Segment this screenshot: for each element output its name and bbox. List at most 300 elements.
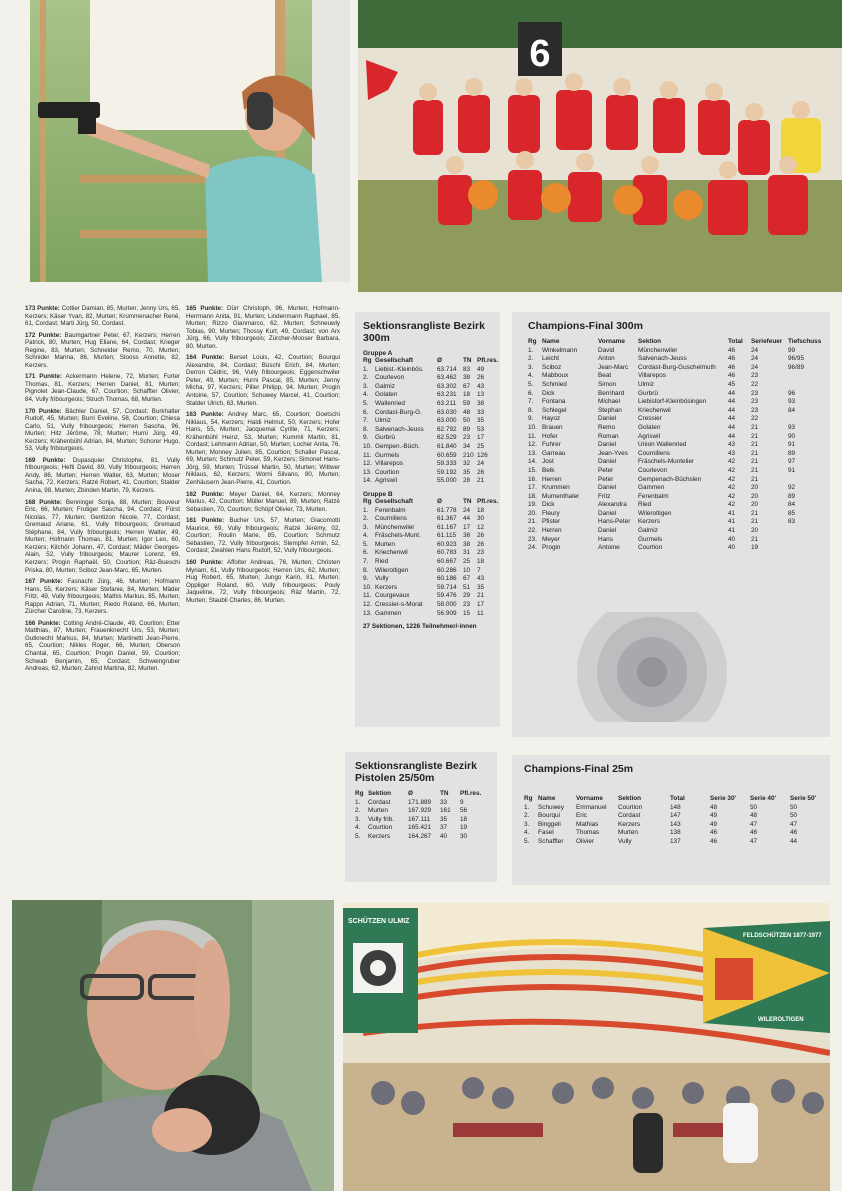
group-b-label: Gruppe B [363,490,393,498]
table-cell: 59 [463,399,471,407]
table-cell: 84 [788,406,796,414]
table-cell: Remo [598,423,616,431]
table-cell: Gammen [375,609,402,617]
table-cell: 20 [751,484,759,492]
table-cell: 23 [463,601,471,609]
table-row [363,460,498,469]
group-b-table [363,498,498,618]
results-paragraph [25,578,180,616]
champions-300m-table [528,338,821,553]
table-cell: Bourqui [538,812,561,820]
table-cell: 41 [728,527,736,535]
table-row [363,469,498,478]
table-row [355,824,481,833]
table-cell: Brauen [542,423,563,431]
table-cell: 46 [790,829,798,837]
pistol-ranking-title-line1: Sektionsrangliste Bezirk [355,760,477,772]
col-rank-header: Rg [363,357,372,364]
table-cell: 1. [363,365,369,373]
table-row [363,549,498,558]
table-cell: 38 [477,399,485,407]
photo-man-portrait-image [12,900,334,1191]
table-cell: 24 [751,346,759,354]
target-graphic [572,612,732,722]
table-row [528,398,821,407]
table-cell: David [598,346,615,354]
table-cell: 63.302 [437,382,457,390]
table-cell: Courtion [375,468,400,476]
photo-man-portrait [12,900,334,1191]
col-club-header: Gesellschaft [375,357,414,364]
table-cell: Hofer [542,432,558,440]
table-cell: 35 [477,583,485,591]
photo-team-group [358,0,842,292]
table-cell: Fasel [538,829,554,837]
table-cell: Gurmels [375,451,400,459]
table-cell: 22 [751,415,759,423]
table-cell: Emmanuel [576,803,607,811]
table-cell: 7. [528,398,534,406]
table-row [528,493,821,502]
results-paragraph [186,517,340,555]
table-cell: 21 [751,535,759,543]
col-name-header: Name [538,795,556,802]
table-cell: Cordast [618,812,641,820]
table-cell: 6. [363,549,369,557]
table-row [363,426,498,435]
table-cell: 21 [751,423,759,431]
score-names: Andrey Marc, 65, Courtion; Goetschi Niklaus, 54, Kerzers; Haldi Helmut, 50, Kerzers; Hofer Hans, 55, Murten; Jacquemai Cyrille, 71, Kerzers; Krähenbühl Heinz, 53, Murten; Kummli Martin, 81, Cordast; Lehmann Adrian, 50, Murten; Locher Anita, 76, Murten; Monney Julien, 85, Courtion; Schaller Pascal, 69, Murten; Schmutz Peter, 59, Kerzers; Simonet Hans-Jörg, 59, Murten; Trüssel Martin, 50, Murten; Wittwer Niklaus, 62, Kerzers; Worni Silvano, 80, Murten; Zenhäusern Jean-Pierre, 41, Courtion. [186,411,340,487]
table-cell: Kriechenwil [375,549,408,557]
table-cell: Dick [542,501,555,509]
table-row [363,366,498,375]
table-cell: 46 [728,346,736,354]
table-cell: Cordast-Burg-Guschelmuth [638,363,716,371]
table-cell: Gempen.-Büch. [375,442,420,450]
col-tn-header: TN [463,357,472,364]
table-cell: 35 [440,815,448,823]
score-names: Meyer Daniel, 64, Kerzers; Monney Marius, 42, Courtion; Müller Manuel, 89, Murten; Ratzé Sébastien, 70, Courtion; Schöpf Olivier, 73, Murten. [186,490,340,513]
table-cell: 20. [528,509,537,517]
table-row [528,347,821,356]
score-heading: 166 Punkte: [25,619,61,627]
table-cell: Golaten [375,391,398,399]
table-cell: 23 [751,406,759,414]
table-row [524,829,816,838]
results-paragraph [186,411,340,486]
table-cell: 13. [363,609,372,617]
pistol-ranking-title-line2: Pistolen 25/50m [355,772,435,784]
table-cell: 18 [477,506,485,514]
table-cell: 41 [728,509,736,517]
table-cell: 12. [363,601,372,609]
table-cell: 23 [751,398,759,406]
table-cell: 23 [751,372,759,380]
table-row [528,484,821,493]
col-avg-header: Ø [437,497,442,505]
table-cell: Ried [638,501,652,509]
table-cell: 14. [363,477,372,485]
table-cell: 20 [751,492,759,500]
col-rank-header: Rg [524,795,533,802]
table-cell: Kerzers [368,832,391,840]
table-row [528,415,821,424]
table-cell: Ferenbalm [638,492,669,500]
table-cell: Fritz [598,492,611,500]
table-row [528,458,821,467]
banner-right-bottom-text: WILEROLTIGEN [758,1017,804,1023]
table-cell: 43 [728,441,736,449]
table-cell: 19 [751,544,759,552]
table-cell: Kerzers [375,583,398,591]
table-cell: 22. [528,527,537,535]
results-paragraph [25,499,180,574]
table-cell: 22 [751,380,759,388]
table-cell [788,372,821,381]
table-cell [788,381,821,390]
table-cell: 60.186 [437,575,457,583]
table-cell: Fräschels-Muntelier [638,458,695,466]
results-paragraph [186,354,340,407]
table-cell: 31 [463,549,471,557]
table-cell: 90 [788,432,796,440]
table-cell: Courtion [368,824,393,832]
table-cell: Cournillens [375,515,407,523]
table-cell: 89 [788,492,796,500]
table-cell: 24 [751,363,759,371]
table-cell: 19 [460,824,468,832]
table-cell: 56 [460,807,468,815]
table-row [524,838,816,847]
table-cell: Peter [598,475,614,483]
table-cell [788,527,821,536]
table-row [363,558,498,567]
score-heading: 170 Punkte: [25,407,62,415]
table-cell: Peter [598,466,614,474]
table-row [528,372,821,381]
table-cell: 3. [363,382,369,390]
col-avg-header: Ø [408,790,413,797]
table-cell: Ulmiz [638,380,654,388]
table-cell: 17. [528,484,537,492]
table-cell [788,415,821,424]
table-cell: 9. [363,575,369,583]
table-row [528,433,821,442]
banner-right-top-text: FELDSCHÜTZEN 1877-1977 [743,933,822,939]
table-cell: 44 [463,515,471,523]
table-cell: 35 [477,417,485,425]
table-cell: 30 [460,832,468,840]
table-cell: 83 [788,518,796,526]
table-cell: 21 [751,466,759,474]
table-cell: 89 [463,425,471,433]
score-heading: 171 Punkte: [25,373,62,381]
results-paragraph [25,620,180,673]
table-cell: 59.714 [437,583,457,591]
table-cell: Gurmels [638,535,663,543]
table-cell: 13. [363,468,372,476]
table-cell: 53 [477,425,485,433]
table-cell: Belk [542,466,555,474]
score-heading: 165 Punkte: [186,305,224,312]
col-section-header: Sektion [368,790,392,797]
table-cell: 60.783 [437,549,457,557]
table-row [363,417,498,426]
table-cell: 3. [363,523,369,531]
table-cell: 50 [750,803,758,811]
table-cell: 97 [788,458,796,466]
table-cell [788,476,821,485]
table-cell: Vully [618,837,632,845]
table-cell: 11. [528,432,537,440]
table-row [363,434,498,443]
score-heading: 161 Punkte: [186,517,225,525]
table-cell: Salvenach-Jeuss [375,425,424,433]
table-cell: 137 [670,837,681,845]
score-names: Ackermann Helene, 72, Murten; Furter Thomas, 81, Kerzers; Herren Daniel, 81, Murten; Pignolet Jean-Claude, 67, Courtion; Schaffter Olivier, 84, Vully fribourgeois; Struch Thomas, 68, Murten. [25,373,180,404]
section-ranking-300m-panel [355,312,500,727]
col-rank-header: Rg [528,338,537,345]
table-row [528,527,821,536]
table-cell: 7. [363,417,369,425]
score-heading: 169 Punkte: [25,456,66,464]
table-cell: Thomas [576,829,600,837]
table-cell: 143 [670,820,681,828]
table-cell: 61.115 [437,532,457,540]
table-cell: 58.000 [437,601,457,609]
table-cell: Schaffter [538,837,564,845]
table-cell: 3. [524,820,530,828]
table-cell: 62.529 [437,434,457,442]
col-firstname-header: Vorname [576,795,603,802]
table-cell: 34 [463,442,471,450]
table-cell: 30 [477,515,485,523]
table-row [528,407,821,416]
table-cell: Golaten [638,423,661,431]
table-cell: 11 [477,609,484,617]
table-row [355,799,481,808]
table-cell: 92 [788,484,796,492]
score-names: Dupasquier Christophe, 81, Vully fribourgeois; Hefti David, 89, Vully fribourgeois; Herren Andy, 86, Murten; Herren Walter, 63, Murten; Moser Sacha, 72, Kerzers; Ratzé Robert, 41, Courtion; Stalder Anina, 98, Murten; Zbinden Martin, 79, Kerzers. [25,456,180,495]
table-cell: 28 [463,477,471,485]
table-cell: Villarepos [638,372,666,380]
table-cell: 33 [440,798,448,806]
col-rank-header: Rg [363,497,372,505]
table-cell: 165.421 [408,824,432,832]
table-row [363,383,498,392]
table-cell: 6. [363,408,369,416]
table-cell: 40 [728,544,736,552]
table-cell: 17 [477,434,485,442]
table-cell: Agriswil [375,477,398,485]
table-row [524,812,816,821]
table-cell: 96 [788,389,796,397]
table-cell: 25 [463,558,471,566]
table-cell: Fräschels-Munt. [375,532,421,540]
table-row [528,364,821,373]
table-cell: 62.792 [437,425,457,433]
table-cell: Courtion [638,544,663,552]
table-cell: 2. [363,515,369,523]
table-row [528,381,821,390]
table-cell: 20 [751,527,759,535]
table-cell: 46 [728,355,736,363]
table-cell: Anton [598,355,615,363]
results-paragraph [186,305,340,350]
table-cell: Murten [618,829,638,837]
table-cell: Hans-Peter [598,518,631,526]
table-cell: Winkelmann [542,346,578,354]
table-cell: Wileroltigen [375,566,409,574]
table-cell: Union Wallenried [638,441,687,449]
results-paragraph [25,373,180,403]
table-row [363,515,498,524]
table-cell: 9. [528,415,534,423]
table-cell: Murten [368,807,388,815]
table-cell: 1. [528,346,534,354]
photo-festival-tent [343,903,830,1191]
table-cell: 43 [477,382,485,390]
table-cell: 21 [751,475,759,483]
table-cell: 167.111 [408,815,431,823]
table-cell: 10. [363,583,372,591]
table-cell: 49 [710,820,718,828]
table-cell: 210 [463,451,474,459]
table-cell: Krummen [542,484,570,492]
table-row [363,374,498,383]
table-cell: Daniel [598,509,617,517]
table-cell: Dick [542,389,555,397]
table-cell: 44 [728,432,736,440]
table-cell: Roman [598,432,619,440]
table-cell: Progin [542,544,561,552]
table-cell: Münchenwiler [375,523,415,531]
table-row [528,450,821,459]
table-cell: Cressier-s-Morat [375,601,423,609]
group-a-label: Gruppe A [363,350,393,357]
table-cell: 12. [528,441,537,449]
table-cell: Fuhrer [542,441,561,449]
score-names: Affolter Andreas, 76, Murten; Christen Myriam, 61, Vully fribourgeois; Herren Urs, 62, Murten; Hug Robert, 65, Murten; Jungo Karin, 81, Murten; Oppliger Roland, 60, Vully fribourgeois; Pouly Jaqueline, 72, Vully fribourgeois; Räz Martin, 72, Murten; Staubli Charles, 86, Murten. [186,558,340,604]
table-row [363,409,498,418]
table-cell: Daniel [598,441,617,449]
table-cell: 147 [670,812,681,820]
table-cell: 44 [790,837,798,845]
results-column-2 [186,305,340,885]
table-row [363,443,498,452]
group-a-table [363,357,498,486]
table-cell: 60.286 [437,566,457,574]
table-cell: 51 [463,583,471,591]
table-row [528,510,821,519]
table-cell: 47 [750,837,758,845]
col-lowshot-header: Tiefschuss [788,338,822,345]
col-total-header: Total [670,795,685,802]
table-cell: 21 [751,518,759,526]
section-ranking-300m-title: Sektionsrangliste Bezirk 300m [363,320,485,344]
table-cell: 15 [463,609,471,617]
table-cell: 50 [463,417,471,425]
table-cell: 10. [528,423,537,431]
table-cell: Daniel [598,458,617,466]
table-cell: 56.909 [437,609,457,617]
table-cell: Eric [576,812,588,820]
champions-final-25m-panel [512,755,830,885]
table-cell: 46 [710,837,718,845]
table-cell: Liebistorf-Kleinbösingen [638,398,707,406]
table-cell: Liebist.-Kleinbös. [375,365,424,373]
table-cell: 2. [355,807,361,815]
table-cell: 37 [440,824,448,832]
col-pfl-header: Pfl.res. [477,357,499,364]
table-cell: 23 [463,434,471,442]
results-paragraph [25,457,180,495]
table-cell: Mabboux [542,372,569,380]
table-cell: 4. [524,829,530,837]
table-cell: Olivier [576,837,595,845]
table-cell: 26 [477,468,485,476]
table-cell: 8. [363,566,369,574]
table-cell: 48 [750,812,758,820]
table-cell: Herren [542,527,562,535]
table-cell: Ried [375,558,389,566]
table-cell: Galmiz [375,382,395,390]
table-cell: 19. [528,501,537,509]
table-cell: 5. [363,399,369,407]
table-cell: 42 [728,475,736,483]
table-cell: 85 [788,509,796,517]
table-cell: 24 [751,355,759,363]
table-cell: 6. [528,389,534,397]
table-cell: 29 [463,592,471,600]
table-cell: Schuwey [538,803,564,811]
table-cell: Vully frib. [368,815,395,823]
table-cell: Michael [598,398,621,406]
table-cell: Simon [598,380,617,388]
table-cell: 25 [477,442,485,450]
table-cell [788,544,821,553]
table-cell: 164.267 [408,832,432,840]
col-avg-header: Ø [437,357,442,364]
table-cell: 15. [528,466,537,474]
table-cell: 10. [363,442,372,450]
table-cell: 93 [788,398,796,406]
table-cell: 48 [463,408,471,416]
score-heading: 173 Punkte: [25,305,60,312]
table-cell: 32 [463,460,471,468]
table-cell: 46 [750,829,758,837]
table-cell: 126 [477,451,488,459]
table-cell: 96/95 [788,355,804,363]
table-cell: Schlegel [542,406,567,414]
table-cell: 42 [728,501,736,509]
table-cell: Courgevaux [375,592,410,600]
score-names: Bucher Urs, 57, Murten; Giacomotti Maurice, 69, Vully fribourgeois; Ratzé Jérémy, 02, Courtion; Roulin Marie, 85, Courtion; Schmutz Sébastien, 72, Vully fribourgeois; Stempfel Armin, 52, Cordast; Zwahlen Hans Rudolf, 52, Vully fribourgeois. [186,517,340,555]
table-cell: 12. [363,460,372,468]
table-cell: 8. [363,425,369,433]
col-series30-header: Serie 30' [710,795,737,802]
table-cell: Jost [542,458,554,466]
table-cell: 18. [528,492,537,500]
table-cell: 20 [751,501,759,509]
col-tn-header: TN [463,497,472,505]
score-heading: 160 Punkte: [186,558,224,566]
table-cell: Herren [542,475,562,483]
table-cell: 21 [751,432,759,440]
table-cell: Münchenwiler [638,346,678,354]
table-cell: 13 [477,391,485,399]
table-cell: Hayoz [542,415,561,423]
